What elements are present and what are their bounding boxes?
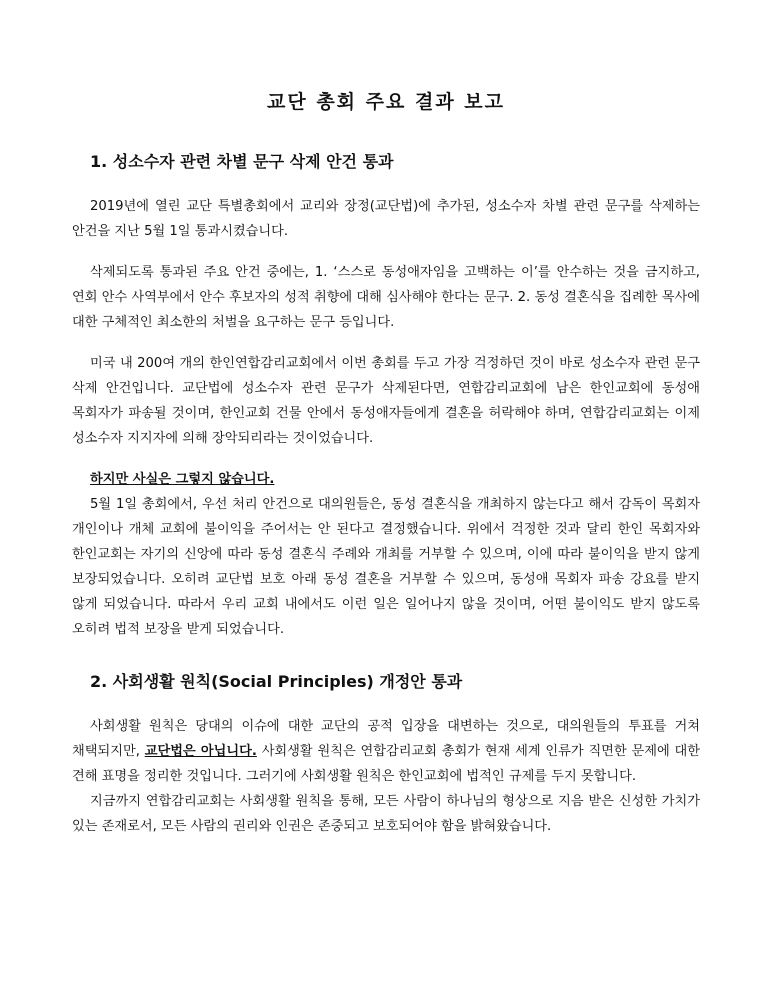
section-2-paragraph-1 — [72, 714, 700, 789]
section-1-heading: 1. 성소수자 관련 차별 문구 삭제 안건 통과 — [90, 152, 394, 171]
section-1-paragraph-4: 5월 1일 총회에서, 우선 처리 안건으로 대의원들은, 동성 결혼식을 개최하지 않는다고 해서 감독이 목회자 개인이나 개체 교회에 불이익을 주어서는 안 된다고 결정했습니다. 위에서 걱정한 것과 달리 한인 목회자와 한인교회는 자기의 신앙에 따라 동성 결혼식 주례와 개최를 거부할 수 있으며, 이에 따라 불이익을 받지 않게 보장되었습니다. 오히려 교단법 보호 아래 동성 결혼을 거부할 수 있으며, 동성애 목회자 파송 강요를 받지 않게 되었습니다. 따라서 우리 교회 내에서도 이런 일은 일어나지 않을 것이며, 어떤 불이익도 받지 않도록 오히려 법적 보장을 받게 되었습니다. — [72, 497, 700, 637]
section-1-paragraph-3: 미국 내 200여 개의 한인연합감리교회에서 이번 총회를 두고 가장 걱정하던 것이 바로 성소수자 관련 문구 삭제 안건입니다. 교단법에 성소수자 관련 문구가 삭제된다면, 연합감리교회에 남은 한인교회에 동성애 목회자가 파송될 것이며, 한인교회 건물 안에서 동성애자들에게 결혼을 허락해야 하며, 연합감리교회는 이제 성소수자 지지자에 의해 장악되리라는 것이었습니다. — [72, 356, 700, 446]
section-1-subheading: 하지만 사실은 그렇지 않습니다. — [90, 472, 275, 487]
section-2-paragraph-2: 지금까지 연합감리교회는 사회생활 원칙을 통해, 모든 사람이 하나님의 형상으로 지음 받은 신성한 가치가 있는 존재로서, 모든 사람의 권리와 인권은 존중되고 보호되어야 함을 밝혀왔습니다. — [72, 794, 700, 834]
section-2 — [72, 670, 700, 839]
section-2-paragraph-1-end: 사회생활 원칙은 연합감리교회 총회가 현재 세계 인류가 직면한 문제에 대한 견해 표명을 정리한 것입니다. 그러기에 사회생활 원칙은 한인교회에 법적인 규제를 두지 못합니다. — [72, 744, 700, 784]
section-2-heading: 2. 사회생활 원칙(Social Principles) 개정안 통과 — [90, 672, 463, 691]
section-1-paragraph-1: 2019년에 열린 교단 특별총회에서 교리와 장정(교단법)에 추가된, 성소수자 차별 관련 문구를 삭제하는 안건을 지난 5월 1일 통과시켰습니다. — [72, 199, 700, 239]
section-2-paragraph-1-start: 사회생활 원칙은 당대의 이슈에 대한 교단의 공적 입장을 대변하는 것으로, 대의원들의 투표를 거쳐 채택되지만, — [72, 719, 700, 759]
section-1-paragraph-2: 삭제되도록 통과된 주요 안건 중에는, 1. ‘스스로 동성애자임을 고백하는 이’를 안수하는 것을 금지하고, 연회 안수 사역부에서 안수 후보자의 성적 취향에 대해 심사해야 한다는 문구. 2. 동성 결혼식을 집례한 목사에 대한 구체적인 최소한의 처벌을 요구하는 문구 등입니다. — [72, 265, 700, 330]
section-1 — [72, 150, 700, 642]
section-2-paragraph-1-emphasis: 교단법은 아닙니다. — [144, 744, 257, 759]
document-title: 교단 총회 주요 결과 보고 — [267, 91, 505, 113]
